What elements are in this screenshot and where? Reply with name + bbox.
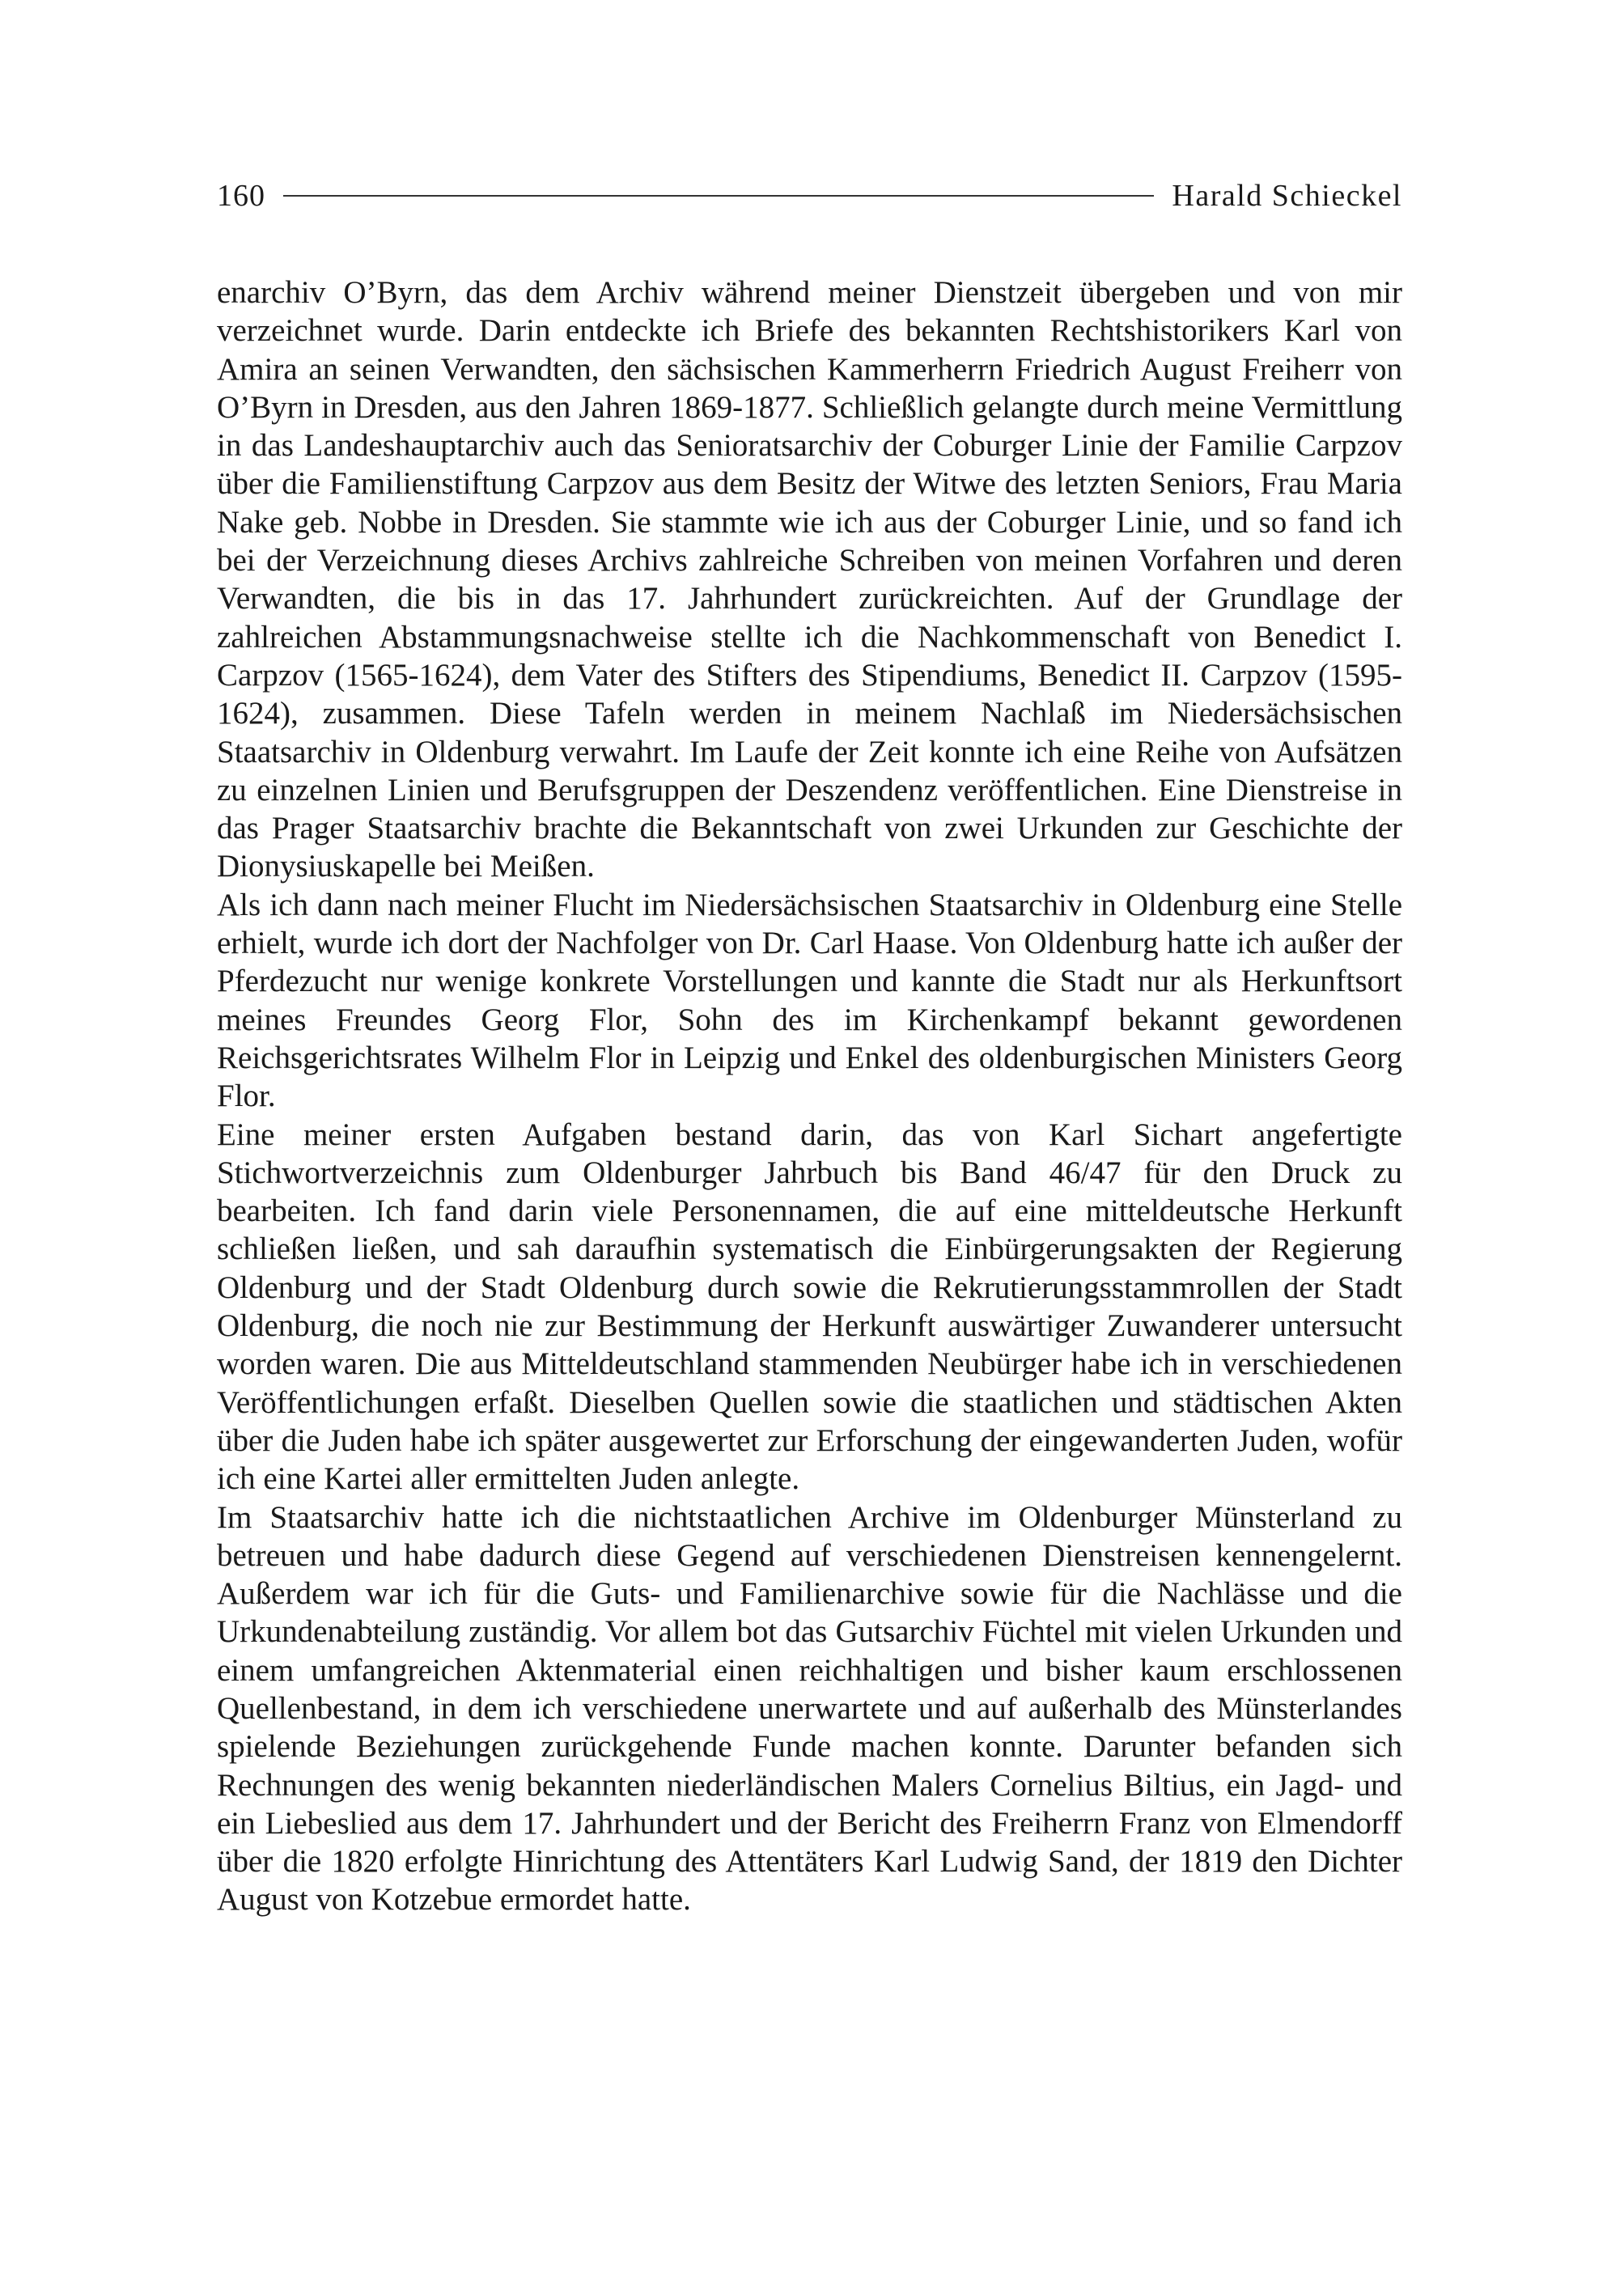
page-number: 160 bbox=[217, 179, 265, 213]
paragraph-3: Eine meiner ersten Aufgaben bestand darin, das von Karl Sichart angefertigte Stichwortverzeichnis zum Oldenburger Jahrbuch bis Band 46/47 für den Druck zu bearbeiten. Ich fand darin viele Personennamen, die auf eine mitteldeutsche Herkunft schließen ließen, und sah daraufhin systematisch die Einbürgerungsakten der Regierung Oldenburg und der Stadt Oldenburg durch sowie die Rekrutierungsstammrollen der Stadt Oldenburg, die noch nie zur Bestimmung der Herkunft auswärtiger Zuwanderer untersucht worden waren. Die aus Mitteldeutschland stammenden Neubürger habe ich in verschiedenen Veröffentlichungen erfaßt. Dieselben Quellen sowie die staatlichen und städtischen Akten über die Juden habe ich später ausgewertet zur Erforschung der eingewanderten Juden, wofür ich eine Kartei aller ermittelten Juden anlegte. bbox=[217, 1117, 1402, 1497]
paragraph-1: enarchiv O’Byrn, das dem Archiv während meiner Dienstzeit übergeben und von mir verzeichnet wurde. Darin entdeckte ich Briefe des bekannten Rechtshistorikers Karl von Amira an seinen Verwandten, den sächsischen Kammerherrn Friedrich August Freiherr von O’Byrn in Dresden, aus den Jahren 1869-1877. Schließlich gelangte durch meine Vermittlung in das Landeshauptarchiv auch das Senioratsarchiv der Coburger Linie der Familie Carpzov über die Familienstiftung Carpzov aus dem Besitz der Witwe des letzten Seniors, Frau Maria Nake geb. Nobbe in Dresden. Sie stammte wie ich aus der Coburger Linie, und so fand ich bei der Verzeichnung dieses Archivs zahlreiche Schreiben von meinen Vorfahren und deren Verwandten, die bis in das 17. Jahrhundert zurückreichten. Auf der Grundlage der zahlreichen Abstammungsnachweise stellte ich die Nachkommenschaft von Benedict I. Carpzov (1565-1624), dem Vater des Stifters des Stipendiums, Benedict II. Carpzov (1595-1624), zusammen. Diese Tafeln werden in meinem Nachlaß im Niedersächsischen Staatsarchiv in Oldenburg verwahrt. Im Laufe der Zeit konnte ich eine Reihe von Aufsätzen zu einzelnen Linien und Berufsgruppen der Deszendenz veröffentlichen. Eine Dienstreise in das Prager Staatsarchiv brachte die Bekanntschaft von zwei Urkunden zur Geschichte der Dionysiuskapelle bei Meißen. bbox=[217, 275, 1402, 884]
paragraph-4: Im Staatsarchiv hatte ich die nichtstaatlichen Archive im Oldenburger Münsterland zu betreuen und habe dadurch diese Gegend auf verschiedenen Dienstreisen kennengelernt. Außerdem war ich für die Guts- und Familienarchive sowie für die Nachlässe und die Urkundenabteilung zuständig. Vor allem bot das Gutsarchiv Füchtel mit vielen Urkunden und einem umfangreichen Aktenmaterial einen reichhaltigen und bisher kaum erschlossenen Quellenbestand, in dem ich verschiedene unerwartete und auf außerhalb des Münsterlandes spielende Beziehungen zurückgehende Funde machen konnte. Darunter befanden sich Rechnungen des wenig bekannten niederländischen Malers Cornelius Biltius, ein Jagd- und ein Liebeslied aus dem 17. Jahrhundert und der Bericht des Freiherrn Franz von Elmendorff über die 1820 erfolgte Hinrichtung des Attentäters Karl Ludwig Sand, der 1819 den Dichter August von Kotzebue ermordet hatte. bbox=[217, 1499, 1402, 1918]
running-head bbox=[217, 172, 1402, 220]
body-text bbox=[217, 273, 1402, 1919]
paragraph-2: Als ich dann nach meiner Flucht im Niedersächsischen Staatsarchiv in Oldenburg eine Stelle erhielt, wurde ich dort der Nachfolger von Dr. Carl Haase. Von Oldenburg hatte ich außer der Pferdezucht nur wenige konkrete Vorstellungen und kannte die Stadt nur als Herkunftsort meines Freundes Georg Flor, Sohn des im Kirchenkampf bekannt gewordenen Reichsgerichtsrates Wilhelm Flor in Leipzig und Enkel des oldenburgischen Ministers Georg Flor. bbox=[217, 887, 1402, 1114]
running-head-author: Harald Schieckel bbox=[1172, 179, 1402, 213]
header-rule bbox=[283, 195, 1154, 197]
